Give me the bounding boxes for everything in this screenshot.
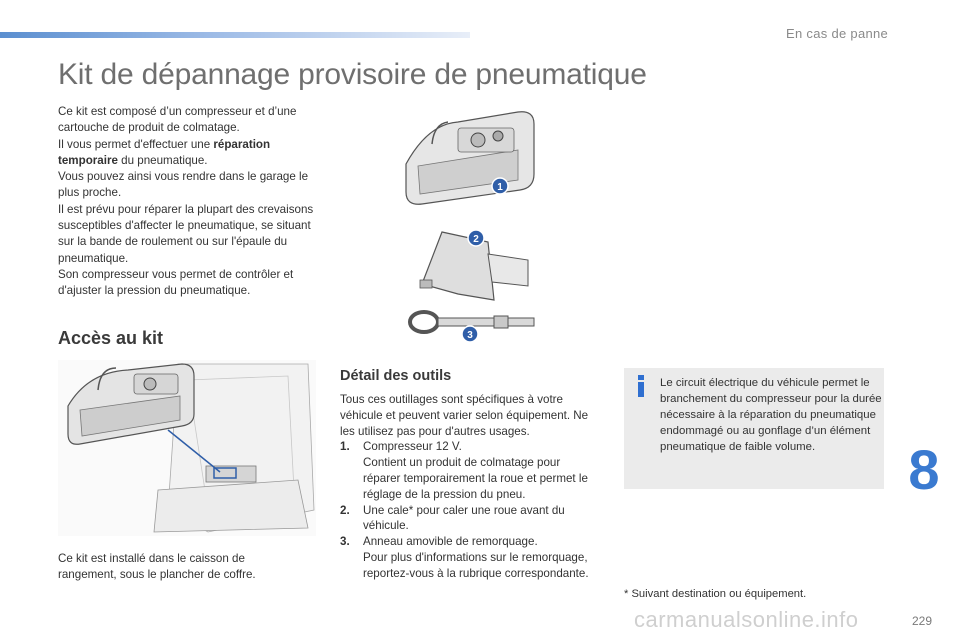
info-box bbox=[624, 368, 884, 489]
kit-illustration bbox=[398, 104, 544, 344]
item-subtext: Contient un produit de colmatage pour réparer temporairement la roue et permet le réglage de la pression du pneu. bbox=[363, 456, 588, 501]
item-text: Compresseur 12 V. bbox=[363, 440, 462, 454]
list-item bbox=[340, 503, 600, 535]
header-accent-bar bbox=[0, 32, 470, 38]
acces-caption: Ce kit est installé dans le caisson de rangement, sous le plancher de coffre. bbox=[58, 552, 256, 581]
intro-bold: réparation temporaire bbox=[58, 137, 271, 167]
item-number: 2. bbox=[340, 503, 350, 517]
callout-1: 1 bbox=[497, 182, 503, 193]
item-body bbox=[363, 439, 600, 502]
chapter-label: En cas de panne bbox=[786, 26, 889, 41]
detail-heading: Détail des outils bbox=[340, 368, 452, 384]
intro-text bbox=[58, 104, 318, 300]
chapter-number: 8 bbox=[908, 438, 940, 501]
intro-paragraph: Ce kit est composé d’un compresseur et d’une cartouche de produit de colmatage. bbox=[58, 105, 297, 135]
intro-paragraph: Vous pouvez ainsi vous rendre dans le garage le plus proche. bbox=[58, 170, 309, 200]
item-subtext: Pour plus d'informations sur le remorquage, reportez-vous à la rubrique correspondante. bbox=[363, 550, 589, 580]
detail-text bbox=[340, 392, 600, 582]
intro-paragraph: Il est prévu pour réparer la plupart des crevaisons susceptibles d'affecter le pneumatique, se situant sur la bande de roulement ou sur l'épaule du pneumatique. bbox=[58, 202, 314, 265]
item-text: Une cale* pour caler une roue avant du véhicule. bbox=[363, 503, 565, 533]
compressor-bag-image bbox=[406, 112, 534, 205]
footnote: * Suivant destination ou équipement. bbox=[624, 588, 807, 600]
list-item bbox=[340, 534, 600, 581]
item-text: Anneau amovible de remorquage. bbox=[363, 535, 538, 549]
intro-paragraph: Il vous permet d'effectuer une réparation temporaire du pneumatique. bbox=[58, 137, 271, 167]
acces-heading: Accès au kit bbox=[58, 328, 164, 348]
page-title: Kit de dépannage provisoire de pneumatique bbox=[58, 58, 647, 91]
page-number: 229 bbox=[912, 614, 933, 628]
intro-paragraph: Son compresseur vous permet de contrôler et d'ajuster la pression du pneumatique. bbox=[58, 267, 294, 298]
callout-2: 2 bbox=[473, 234, 479, 245]
item-number: 3. bbox=[340, 535, 350, 549]
info-text: Le circuit électrique du véhicule permet le branchement du compresseur pour la durée nécessaire à la réparation du pneumatique endommagé ou au gonflage d’un élément pneumatique de faible volume. bbox=[660, 377, 882, 453]
list-item bbox=[340, 439, 600, 502]
item-body bbox=[363, 534, 600, 581]
info-icon bbox=[633, 375, 649, 397]
item-number: 1. bbox=[340, 440, 350, 454]
callout-3: 3 bbox=[467, 330, 473, 341]
watermark: carmanualsonline.info bbox=[634, 607, 859, 632]
detail-intro: Tous ces outillages sont spécifiques à votre véhicule et peuvent varier selon équipement. Ne les utilisez pas pour d'autres usages. bbox=[340, 393, 589, 438]
trunk-illustration bbox=[58, 360, 316, 536]
